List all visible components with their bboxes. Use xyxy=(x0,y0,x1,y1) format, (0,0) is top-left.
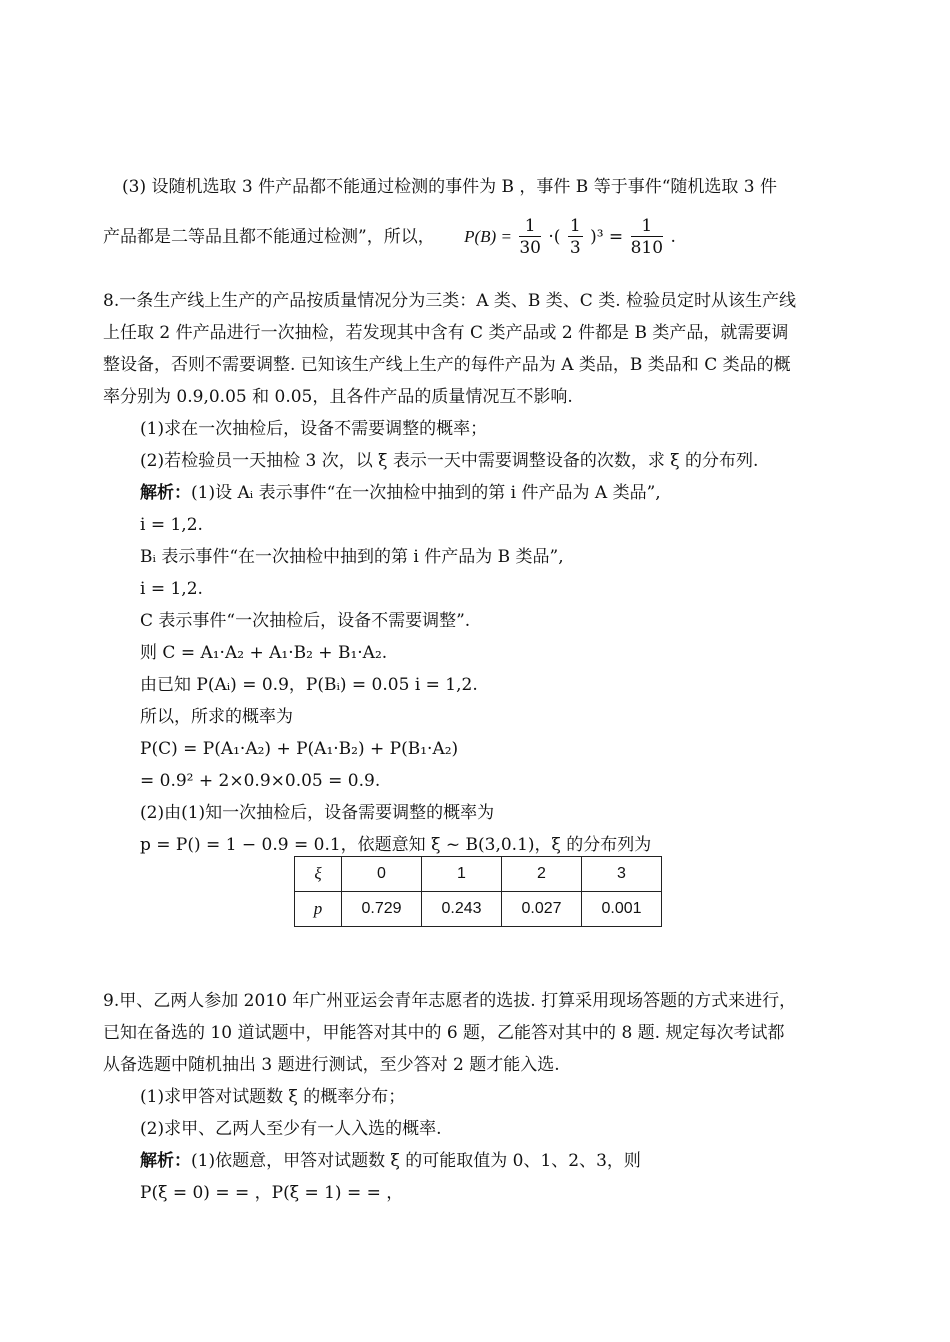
q8-solution-line-1 xyxy=(140,482,661,504)
q9-stem-line-2: 已知在备选的 10 道试题中，甲能答对其中的 6 题，乙能答对其中的 8 题. 规定每次考试都 xyxy=(103,1023,785,1043)
table-cell: 0.729 xyxy=(342,892,422,927)
table-cell: 0.001 xyxy=(582,892,662,927)
table-cell: ξ xyxy=(295,857,342,892)
q8-solution-line-3: Bᵢ 表示事件“在一次抽检中抽到的第 i 件产品为 B 类品”, xyxy=(140,547,564,567)
q8-stem-line-1: 8.一条生产线上生产的产品按质量情况分为三类：A 类、B 类、C 类. 检验员定时从该生产线 xyxy=(103,291,797,311)
fraction-numerator: 1 xyxy=(569,216,581,236)
q8-subquestion-1: (1)求在一次抽检后，设备不需要调整的概率； xyxy=(140,419,488,439)
fraction-1-3 xyxy=(568,216,583,259)
table-cell: 0.243 xyxy=(422,892,502,927)
table-cell: p xyxy=(295,892,342,927)
solution-text: (1)依题意，甲答对试题数 ξ 的可能取值为 0、1、2、3，则 xyxy=(191,1151,641,1171)
q8-solution-line-5: C 表示事件“一次抽检后，设备不需要调整”. xyxy=(140,611,471,631)
solution-text: (1)设 Aᵢ 表示事件“在一次抽检中抽到的第 i 件产品为 A 类品”, xyxy=(191,483,661,503)
q9-solution-line-2: P(ξ = 0) = = ，P(ξ = 1) = = ， xyxy=(140,1183,404,1203)
q8-solution-line-10: = 0.9² + 2×0.9×0.05 = 0.9. xyxy=(140,771,381,791)
distribution-table xyxy=(294,856,662,927)
fraction-denominator: 3 xyxy=(569,238,581,258)
table-cell: 2 xyxy=(502,857,582,892)
q8-stem-line-4: 率分别为 0.9,0.05 和 0.05，且各件产品的质量情况互不影响. xyxy=(103,387,573,407)
q8-stem-line-2: 上任取 2 件产品进行一次抽检，若发现其中含有 C 类产品或 2 件都是 B 类产品，就需要调 xyxy=(103,323,789,343)
fraction-1-30 xyxy=(519,216,541,259)
solution-label: 解析： xyxy=(140,1151,191,1171)
q8-solution-line-7: 由已知 P(Aᵢ) = 0.9，P(Bᵢ) = 0.05 i = 1,2. xyxy=(140,675,478,695)
q9-solution-line-1 xyxy=(140,1150,641,1172)
table-cell: 0 xyxy=(342,857,422,892)
q8-solution-line-11: (2)由(1)知一次抽检后，设备需要调整的概率为 xyxy=(140,803,495,823)
q9-subquestion-2: (2)求甲、乙两人至少有一人入选的概率. xyxy=(140,1119,442,1139)
formula-lhs: P(B) = xyxy=(464,227,512,246)
table-cell: 3 xyxy=(582,857,662,892)
fraction-numerator: 1 xyxy=(631,216,663,237)
table-cell: 0.027 xyxy=(502,892,582,927)
q9-subquestion-1: (1)求甲答对试题数 ξ 的概率分布； xyxy=(140,1087,406,1107)
solution-label: 解析： xyxy=(140,483,191,503)
fraction-numerator: 1 xyxy=(519,216,541,237)
q8-solution-line-4: i = 1,2. xyxy=(140,579,203,599)
q8-subquestion-2: (2)若检验员一天抽检 3 次，以 ξ 表示一天中需要调整设备的次数，求 ξ 的分布列. xyxy=(140,451,759,471)
q9-stem-line-1: 9.甲、乙两人参加 2010 年广州亚运会青年志愿者的选拔. 打算采用现场答题的方式来进行， xyxy=(103,991,797,1011)
table-row xyxy=(295,892,662,927)
q8-solution-line-8: 所以，所求的概率为 xyxy=(140,707,293,727)
q8-solution-line-6: 则 C = A₁·A₂ + A₁·B₂ + B₁·A₂. xyxy=(140,643,388,663)
fraction-1-810 xyxy=(631,216,663,259)
q8-solution-line-2: i = 1,2. xyxy=(140,515,203,535)
formula-mid: ·( xyxy=(548,227,561,247)
q7-part3-line2-text: 产品都是二等品且都不能通过检测”，所以， xyxy=(103,227,435,247)
formula-end: . xyxy=(670,227,676,247)
q7-part3-line2 xyxy=(103,216,676,259)
table-cell: 1 xyxy=(422,857,502,892)
formula-exp: )³ = xyxy=(590,227,624,247)
q7-part3-line1: (3) 设随机选取 3 件产品都不能通过检测的事件为 B ，事件 B 等于事件“随机选取 3 件 xyxy=(122,177,778,197)
q9-stem-line-3: 从备选题中随机抽出 3 题进行测试，至少答对 2 题才能入选. xyxy=(103,1055,560,1075)
q8-solution-line-12: p = P() = 1 − 0.9 = 0.1，依题意知 ξ ~ B(3,0.1)，ξ 的分布列为 xyxy=(140,835,652,855)
q8-solution-line-9: P(C) = P(A₁·A₂) + P(A₁·B₂) + P(B₁·A₂) xyxy=(140,739,459,759)
fraction-denominator: 30 xyxy=(519,238,541,258)
fraction-denominator: 810 xyxy=(630,238,664,258)
table-row xyxy=(295,857,662,892)
q8-stem-line-3: 整设备，否则不需要调整. 已知该生产线上生产的每件产品为 A 类品，B 类品和 C 类品的概 xyxy=(103,355,791,375)
